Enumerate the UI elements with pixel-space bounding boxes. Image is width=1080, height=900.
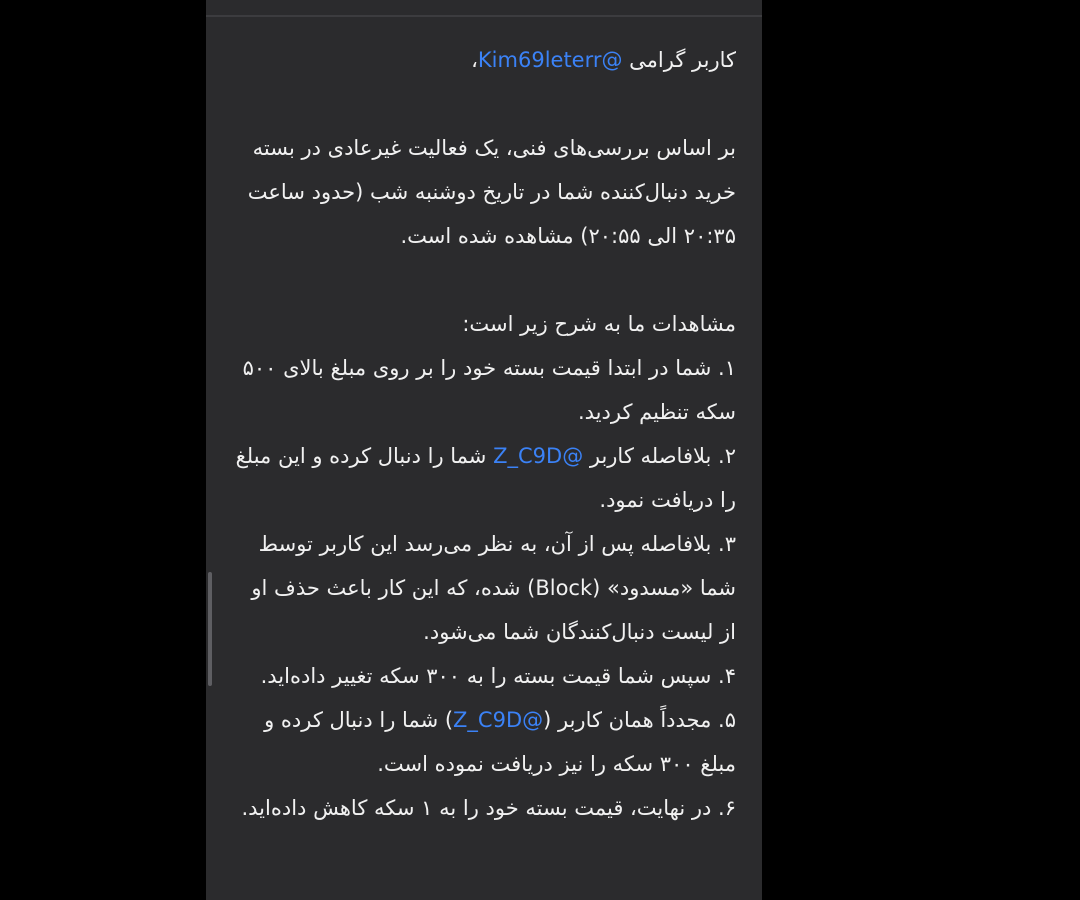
observation-item-6: ۶. در نهایت، قیمت بسته خود را به ۱ سکه کاهش داده‌اید. xyxy=(241,796,736,820)
message-panel[interactable] xyxy=(206,0,762,900)
greeting xyxy=(230,38,736,82)
mention-link-z-c9d[interactable]: @Z_C9D xyxy=(453,708,544,732)
observation-item-1: ۱. شما در ابتدا قیمت بسته خود را بر روی مبلغ بالای ۵۰۰ سکه تنظیم کردید. xyxy=(242,356,736,424)
item2-suffix: شما را دنبال کرده و این مبلغ را دریافت نمود. xyxy=(235,444,736,512)
item5-prefix: ۵. مجدداً همان کاربر ( xyxy=(543,708,736,732)
mention-link-z-c9d[interactable]: @Z_C9D xyxy=(493,444,584,468)
observation-item-4: ۴. سپس شما قیمت بسته را به ۳۰۰ سکه تغییر داده‌اید. xyxy=(260,664,736,688)
paragraph-gap xyxy=(230,82,736,126)
message-body xyxy=(230,38,736,830)
item2-prefix: ۲. بلافاصله کاربر xyxy=(583,444,736,468)
greeting-suffix: ، xyxy=(471,48,478,72)
observations-heading: مشاهدات ما به شرح زیر است: xyxy=(462,312,736,336)
observation-item-3: ۳. بلافاصله پس از آن، به نظر می‌رسد این کاربر توسط شما «مسدود» (Block) شده، که این کار باعث حذف او از لیست دنبال‌کنندگان شما می‌شود. xyxy=(251,532,736,644)
paragraph-gap xyxy=(230,258,736,302)
observation-item-5 xyxy=(230,698,736,786)
item5-suffix: ) شما را دنبال کرده و مبلغ ۳۰۰ سکه را نیز دریافت نموده است. xyxy=(264,708,736,776)
greeting-prefix: کاربر گرامی xyxy=(622,48,736,72)
top-divider xyxy=(206,15,762,17)
mention-link-kim69leterr[interactable]: @Kim69leterr xyxy=(477,48,623,72)
intro-paragraph: بر اساس بررسی‌های فنی، یک فعالیت غیرعادی در بسته خرید دنبال‌کننده شما در تاریخ دوشنبه شب (حدود ساعت ۲۰:۳۵ الی ۲۰:۵۵) مشاهده شده است. xyxy=(247,136,736,248)
observation-item-2 xyxy=(230,434,736,522)
scroll-indicator[interactable] xyxy=(208,572,212,686)
